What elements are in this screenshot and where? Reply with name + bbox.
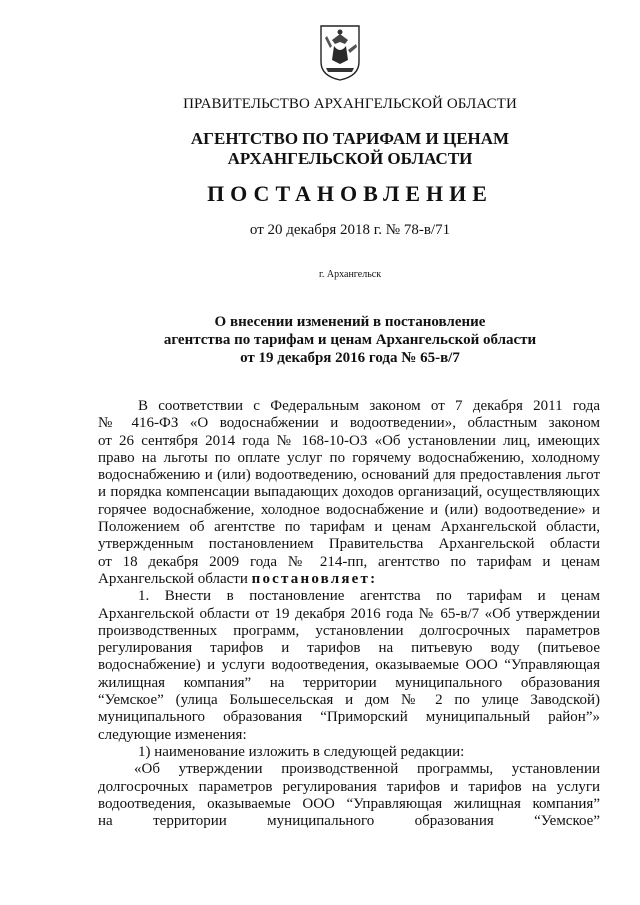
body-line: Положением об агентстве по тарифам и ценам Архангельской области, bbox=[98, 519, 600, 536]
decree-word: постановляет: bbox=[251, 570, 378, 587]
body-line: и порядка компенсации выпадающих доходов организаций, осуществляющих bbox=[98, 484, 600, 501]
body-line: от 18 декабря 2009 года № 214-пп, агентство по тарифам и ценам bbox=[98, 553, 600, 570]
item-line: муниципального образования “Приморский муниципальный район”» bbox=[98, 709, 600, 726]
agency-name bbox=[0, 129, 640, 169]
quote-line: водоотведения, оказываемые ООО “Управляющая жилищная компания” bbox=[98, 795, 600, 812]
decree-prefix: Архангельской области bbox=[98, 570, 252, 587]
item-line: следующие изменения: bbox=[98, 726, 247, 743]
body-line: утвержденным постановлением Правительства Архангельской области bbox=[98, 536, 600, 553]
body-line: В соответствии с Федеральным законом от 7 декабря 2011 года bbox=[138, 398, 600, 414]
subject-line: О внесении изменений в постановление bbox=[214, 314, 486, 330]
document-body bbox=[98, 398, 600, 830]
body-line: водоснабжению и (или) водоотведению, оснований для предоставления льгот bbox=[98, 467, 600, 484]
subitem-line: 1) наименование изложить в следующей редакции: bbox=[138, 743, 465, 760]
item-line: водоснабжение) и услуги водоотведения, оказываемые ООО “Управляющая bbox=[98, 657, 600, 674]
agency-name-line: АРХАНГЕЛЬСКОЙ ОБЛАСТИ bbox=[227, 149, 473, 168]
body-line: горячее водоснабжение, холодное водоснабжение и (или) водоотведение» и bbox=[98, 501, 600, 518]
item-line: “Уемское” (улица Большесельская и дом № 2 по улице Заводской) bbox=[98, 692, 600, 709]
subject-line: от 19 декабря 2016 года № 65-в/7 bbox=[240, 350, 460, 366]
subject-line: агентства по тарифам и ценам Архангельской области bbox=[163, 332, 537, 348]
item-line: регулирования тарифов и тарифов на питьевую воду (питьевое bbox=[98, 640, 600, 657]
decree-line bbox=[98, 571, 600, 588]
document-type-title: ПОСТАНОВЛЕНИЕ bbox=[207, 181, 493, 206]
government-name: ПРАВИТЕЛЬСТВО АРХАНГЕЛЬСКОЙ ОБЛАСТИ bbox=[183, 96, 517, 112]
item-line: жилищная компания” на территории муниципального образования bbox=[98, 674, 600, 691]
body-line: от 26 сентября 2014 года № 168-10-ОЗ «Об установлении лиц, имеющих bbox=[98, 432, 600, 449]
agency-name-line: АГЕНТСТВО ПО ТАРИФАМ И ЦЕНАМ bbox=[190, 129, 510, 148]
quote-line: «Об утверждении производственной программы, установлении bbox=[134, 761, 600, 778]
quote-line: долгосрочных параметров регулирования тарифов и тарифов на услуги bbox=[98, 778, 600, 795]
item-line: производственных программ, установлении долгосрочных параметров bbox=[98, 622, 600, 639]
document-date-number: от 20 декабря 2018 г. № 78-в/71 bbox=[249, 222, 451, 238]
body-line: право на льготы по оплате услуг по горячему водоснабжению, холодному bbox=[98, 449, 600, 466]
body-line: № 416-ФЗ «О водоснабжении и водоотведении», областным законом bbox=[98, 415, 600, 432]
coat-of-arms-emblem bbox=[318, 24, 362, 82]
document-city: г. Архангельск bbox=[318, 269, 382, 280]
item-line: Архангельской области от 19 декабря 2016 года № 65-в/7 «Об утверждении bbox=[98, 605, 600, 622]
item-line: 1. Внести в постановление агентства по тарифам и ценам bbox=[138, 588, 600, 605]
quote-line: на территории муниципального образования “Уемское” bbox=[98, 813, 600, 830]
document-subject bbox=[0, 313, 640, 367]
